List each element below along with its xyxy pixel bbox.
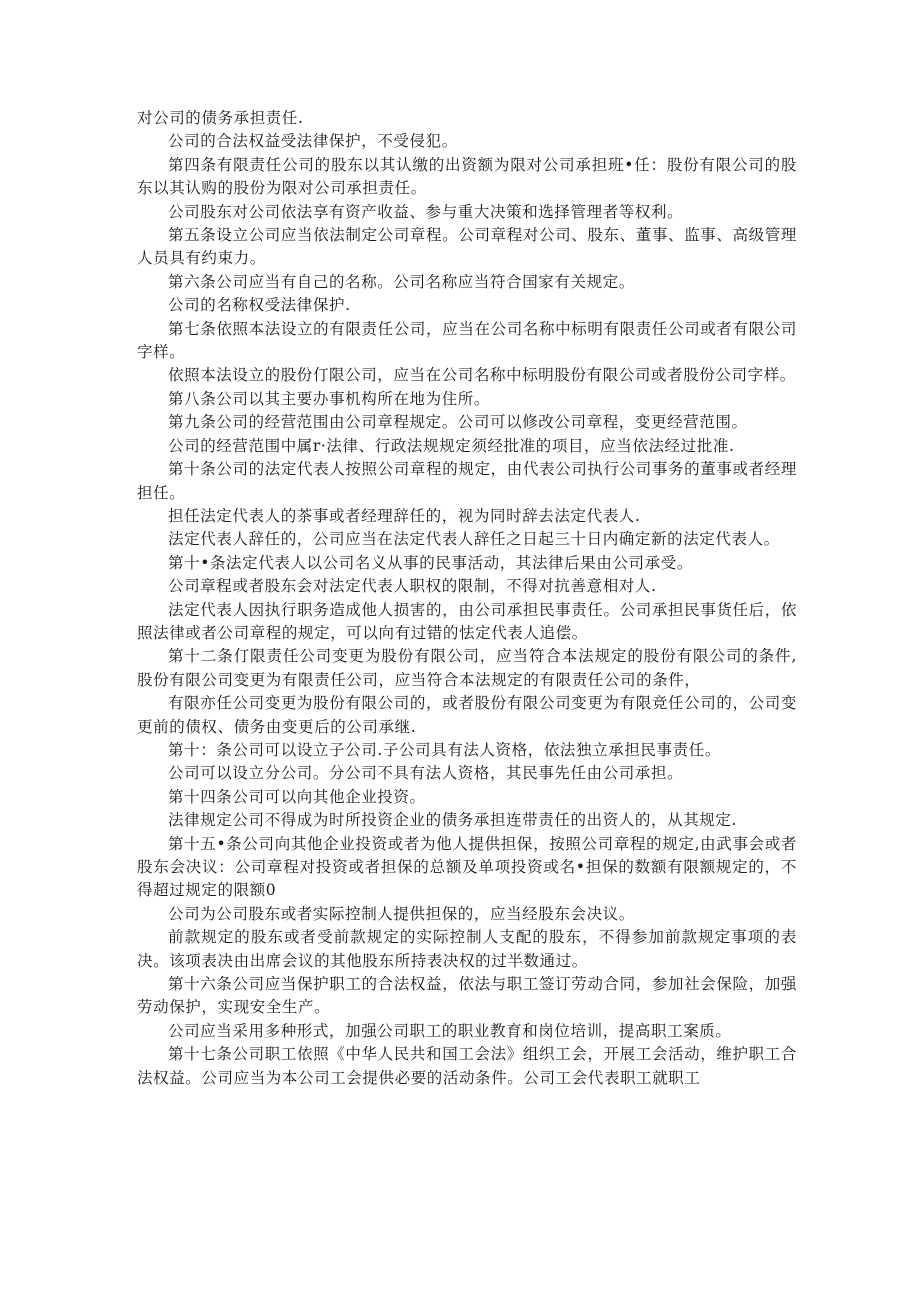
paragraph: 法律规定公司不得成为时所投资企业的债务承担连带责任的出资人的，从其规定. [168, 811, 738, 830]
paragraph: 公司的经营范围中属r·法律、行政法规规定须经批准的项目，应当依法经过批准. [168, 436, 735, 455]
paragraph: 有限亦任公司变更为股份有限公司的，或者股份有限公司变更为有限竞任公司的，公司变更前的债权、债务由变更后的公司承继. [137, 694, 797, 736]
paragraph: 公司为公司股东或者实际控制人提供担保的，应当经股东会决议。 [168, 904, 635, 923]
paragraph: 第十四条公司可以向其他企业投资。 [168, 787, 426, 806]
document-body [137, 107, 797, 1090]
paragraph: 公司的名称权受法律保护. [168, 296, 351, 315]
paragraph: 第六条公司应当有自己的名称。公司名称应当符合国家有关规定。 [168, 272, 635, 291]
paragraph: 公司应当采用多种形式，加强公司职工的职业教育和岗位培训，提高职工案质。 [168, 1021, 732, 1040]
paragraph: 公司可以设立分公司。分公司不具有法人资格，其民事先任由公司承担。 [168, 764, 684, 783]
paragraph: 第十•条法定代表人以公司名义从事的民事活动，其法律后果由公司承受。 [168, 553, 693, 572]
paragraph: 第七条依照本法设立的有限责任公司，应当在公司名称中标明有限责任公司或者有限公司字样。 [137, 319, 797, 362]
paragraph: 法定代表人因执行职务造成他人损害的，由公司承担民事责任。公司承担民事货任后，依照法律或者公司章程的规定，可以向有过错的怯定代表人追偿。 [137, 600, 797, 642]
paragraph: 第十二条仃限责任公司变更为股份有限公司，应当符合本法规定的股份有限公司的条件,股份有限公司变更为有限责任公司，应当符合本法规定的有限责任公司的条件， [137, 647, 797, 689]
paragraph: 公司的合法权益受法律保护，不受侵犯。 [168, 132, 458, 151]
paragraph: 法定代表人辞任的，公司应当在法定代表人辞任之日起三十日内确定新的法定代表人。 [168, 530, 780, 549]
paragraph: 公司股东对公司依法享有资产收益、参与重大决策和选择管理者等权利。 [168, 202, 684, 221]
paragraph: 对公司的债务承担责任. [137, 109, 304, 127]
paragraph: 第十：条公司可以设立子公司.子公司具有法人资格，依法独立承担民事责任。 [168, 740, 721, 759]
paragraph: 第四条有限责任公司的股东以其认缴的出资额为限对公司承担班•任：股份有限公司的股东以其认购的股份为限对公司承担责任。 [137, 155, 797, 198]
paragraph: 第十条公司的法定代表人按照公司章程的规定，由代表公司执行公司事务的董事或者经理担任。 [137, 460, 797, 502]
paragraph: 第八条公司以其主要办事机构所在地为住所。 [168, 389, 491, 408]
paragraph: 担任法定代表人的茶事或者经理辞任的，视为同时辞去法定代表人. [168, 506, 641, 525]
paragraph: 第九条公司的经营范围由公司章程规定。公司可以修改公司章程，变更经营范围。 [168, 413, 748, 432]
paragraph: 依照本法设立的股份仃限公司，应当在公司名称中标明股份有限公司或者股份公司字样。 [168, 366, 796, 385]
paragraph: 前款规定的股东或者受前款规定的实际控制人支配的股东，不得参加前款规定事项的表决。该项表决由出席会议的其他股东所持表决权的过半数通过。 [137, 928, 797, 970]
paragraph: 第十七条公司职工依照《中华人民共和国工会法》组织工会，开展工会活动，维护职工合法权益。公司应当为本公司工会提供必要的活动条件。公司工会代表职工就职工 [137, 1045, 797, 1087]
paragraph: 第五条设立公司应当依法制定公司章程。公司章程对公司、股东、董事、监事、高级管理人员具有约束力。 [137, 226, 797, 268]
paragraph: 公司章程或者股东会对法定代表人职权的限制，不得对抗善意相对人. [168, 577, 657, 596]
paragraph: 第十五•条公司向其他企业投资或者为他人提供担保，按照公司章程的规定,由武事会或者股东会决议：公司章程对投资或者担保的总额及单项投资或名•担保的数额有限额规定的，不得超过规定的限额0 [137, 834, 797, 900]
paragraph: 第十六条公司应当保护职工的合法权益，依法与职工签订劳动合同，参加社会保险，加强劳动保护，实现安全生产。 [137, 975, 797, 1017]
